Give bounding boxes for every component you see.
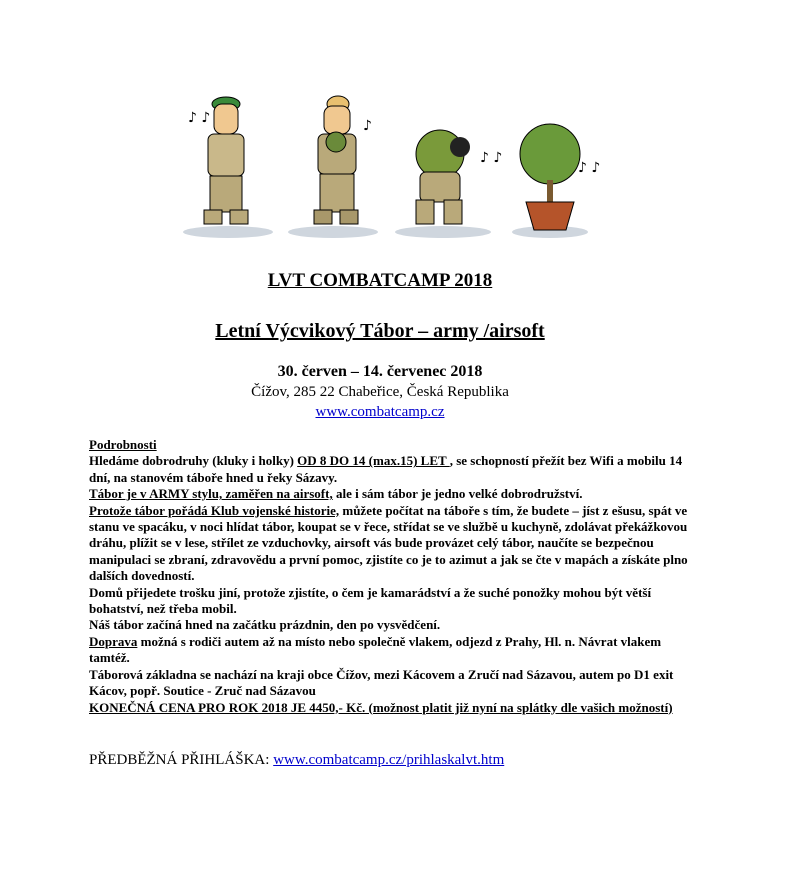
details-line-start: Náš tábor začíná hned na začátku prázdnin, den po vysvědčení. xyxy=(89,617,441,633)
website-link[interactable]: www.combatcamp.cz xyxy=(315,404,445,420)
registration-link[interactable]: www.combatcamp.cz/prihlaskalvt.htm xyxy=(273,752,505,768)
details-line-style xyxy=(89,486,689,502)
page-subtitle: Letní Výcvikový Tábor – army /airsoft xyxy=(215,320,545,342)
details-line-activities xyxy=(89,503,689,585)
potted-tree-icon xyxy=(520,124,580,230)
club-highlight: Protože tábor pořádá Klub vojenské historie, xyxy=(89,502,340,518)
transport-label: Doprava xyxy=(89,633,138,649)
page-title: LVT COMBATCAMP 2018 xyxy=(267,270,493,291)
camp-address: Čížov, 285 22 Chabeřice, Česká Republika xyxy=(251,384,509,400)
transport-text: možná s rodiči autem až na místo nebo společně vlakem, odjezd z Prahy, Hl. n. Návrat vlakem tamtéž. xyxy=(89,633,662,666)
details-section xyxy=(89,437,689,716)
registration-row xyxy=(89,752,504,769)
style-rest: ale i sám tábor je jedno velké dobrodružství. xyxy=(332,486,583,502)
soldier-walking-icon xyxy=(204,97,248,224)
soldier-ghillie-icon xyxy=(416,130,470,224)
age-rest: , se schopností přežít bez Wifi a mobilu 14 dní, na stanovém táboře hned u řeky Sázavy. xyxy=(89,453,683,485)
camp-dates: 30. červen – 14. červenec 2018 xyxy=(277,363,483,380)
soldier-camo-icon xyxy=(314,96,358,224)
style-highlight: Tábor je v ARMY stylu, zaměřen na airsoft, xyxy=(89,486,333,502)
svg-text:♪ ♪: ♪ ♪ xyxy=(480,150,503,166)
details-line-location: Táborová základna se nachází na kraji obce Čížov, mezi Kácovem a Zručí nad Sázavou, autem po D1 exit Kácov, popř. Soutice - Zruč nad Sázavou xyxy=(89,666,674,699)
details-line-age xyxy=(89,453,689,486)
svg-text:♪ ♪: ♪ ♪ xyxy=(188,110,211,126)
details-line-transport xyxy=(89,634,689,667)
age-intro: Hledáme dobrodruhy (kluky i holky) xyxy=(89,453,298,469)
registration-label: PŘEDBĚŽNÁ PŘIHLÁŠKA: xyxy=(89,752,274,768)
activities-text: můžete počítat na táboře s tím, že budete – jíst z ešusu, spát ve stanu ve spacáku, v noci hlídat tábor, koupat se v řece, střídat se ve službě u kuchyně, zdolávat překážkovou dráhu, plížit se v lese, střílet ze vzduchovky, airsoft vás bude provázet celý tábor, naučíte se bezpečnou manipulaci se zbraní, zdravovědu a první pomoc, zjistíte co je to azimut a jak se čte v mapách a získáte plno dalších dovedností. xyxy=(89,502,688,584)
svg-text:♪ ♪: ♪ ♪ xyxy=(578,160,601,176)
camp-illustration xyxy=(168,92,608,242)
svg-text:♪: ♪ xyxy=(363,118,372,134)
details-line-return: Domů přijedete trošku jiní, protože zjistíte, o čem je kamarádství a že suché ponožky mohou být větší bohatství, než třeba mobil. xyxy=(89,584,652,617)
age-range: OD 8 DO 14 (max.15) LET xyxy=(297,453,450,469)
website-row xyxy=(0,404,760,421)
details-heading: Podrobnosti xyxy=(89,437,157,452)
details-line-price: KONEČNÁ CENA PRO ROK 2018 JE 4450,- Kč. (možnost platit již nyní na splátky dle vašich možností) xyxy=(89,699,673,715)
